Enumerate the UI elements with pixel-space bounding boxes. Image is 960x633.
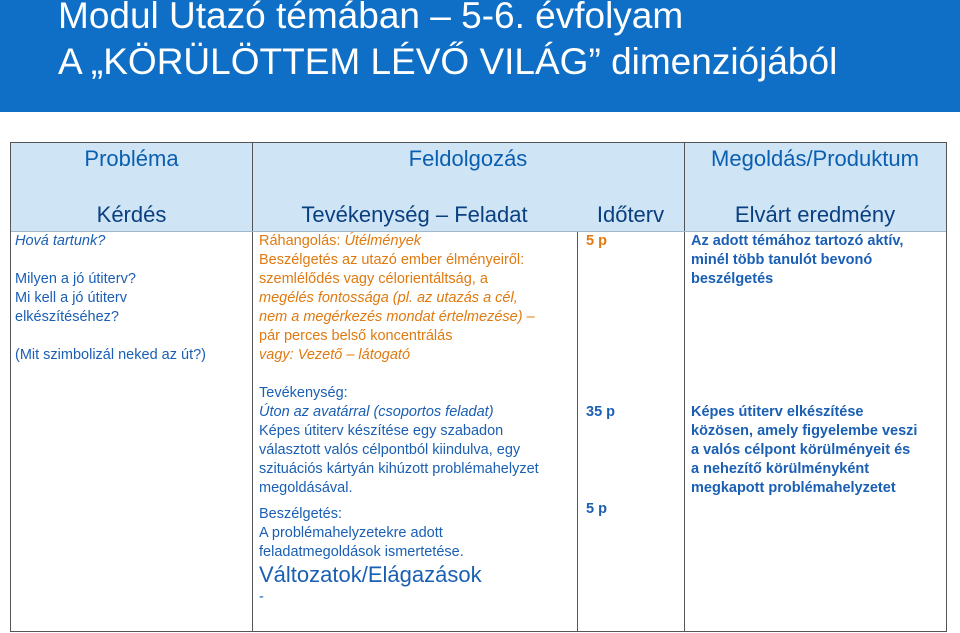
result-line: közösen, amely figyelembe veszi	[691, 423, 918, 439]
activity-line: A problémahelyzetekre adott	[259, 525, 443, 541]
header-kerdes: Kérdés	[96, 202, 167, 227]
title-bar	[0, 0, 960, 112]
activity-line: szemlélődés vagy célorientáltság, a	[259, 271, 488, 287]
result-line: Az adott témához tartozó aktív,	[691, 233, 904, 249]
activity-line: nem a megérkezés mondat értelmezése) –	[259, 309, 535, 325]
time-2: 35 p	[586, 404, 616, 420]
result-line: megkapott problémahelyzetet	[691, 480, 896, 496]
activity-cell-1	[259, 232, 575, 365]
result-cell-1	[691, 232, 943, 289]
activity-or: vagy:	[259, 347, 298, 363]
activity-alt: Vezető – látogató	[297, 347, 411, 363]
question-2b: Mi kell a jó útiterv	[15, 290, 128, 306]
activity-line: pár perces belső koncentrálás	[259, 328, 453, 344]
header-megoldas: Megoldás/Produktum	[711, 146, 919, 171]
result-line: minél több tanulót bevonó	[691, 252, 873, 268]
activity-title: Útélmények	[344, 233, 422, 249]
variants-heading: Változatok/Elágazások	[259, 562, 482, 587]
time-3: 5 p	[586, 501, 607, 517]
activity-label: Ráhangolás:	[259, 233, 345, 249]
header-feldolgozas: Feldolgozás	[408, 146, 528, 171]
question-2a: Milyen a jó útiterv?	[15, 271, 136, 287]
activity-line: megélés fontossága (pl. az utazás a cél,	[259, 290, 518, 306]
activity-line: Képes útiterv készítése egy szabadon	[259, 423, 504, 439]
result-line: a nehezítő körülményként	[691, 461, 870, 477]
page-title-line-1: Modul Utazó témában – 5-6. évfolyam	[58, 0, 684, 36]
questions-cell	[15, 232, 250, 365]
page-title-line-2: A „KÖRÜLÖTTEM LÉVŐ VILÁG” dimenziójából	[58, 41, 838, 82]
activity-title: Úton az avatárral (csoportos feladat)	[259, 404, 494, 420]
time-1: 5 p	[586, 233, 607, 249]
activity-line: szituációs kártyán kihúzott problémahelyzet	[259, 461, 539, 477]
activity-label: Tevékenység:	[259, 385, 348, 401]
activity-line: feladatmegoldások ismertetése.	[259, 544, 464, 560]
column-divider	[684, 143, 685, 632]
header-tevekenyseg-feladat: Tevékenység – Feladat	[301, 202, 528, 227]
question-2c: elkészítéséhez?	[15, 309, 119, 325]
activity-cell-2	[259, 384, 575, 607]
activity-line: Beszélgetés az utazó ember élményeiről:	[259, 252, 525, 268]
activity-line: választott valós célpontból kiindulva, egy	[259, 442, 521, 458]
result-line: Képes útiterv elkészítése	[691, 404, 864, 420]
result-line: beszélgetés	[691, 271, 774, 287]
header-elvart-eredmeny: Elvárt eredmény	[734, 202, 896, 227]
activity-line: megoldásával.	[259, 480, 353, 496]
column-divider	[252, 143, 253, 632]
header-idoterv: Időterv	[596, 202, 665, 227]
activity-label-2: Beszélgetés:	[259, 506, 343, 522]
result-line: a valós célpont körülményeit és	[691, 442, 911, 458]
question-1: Hová tartunk?	[15, 233, 106, 249]
variants-dash: -	[259, 589, 264, 605]
question-3: (Mit szimbolizál neked az út?)	[15, 347, 206, 363]
column-divider	[577, 231, 578, 632]
result-cell-2	[691, 403, 943, 498]
header-problema: Probléma	[84, 146, 179, 171]
